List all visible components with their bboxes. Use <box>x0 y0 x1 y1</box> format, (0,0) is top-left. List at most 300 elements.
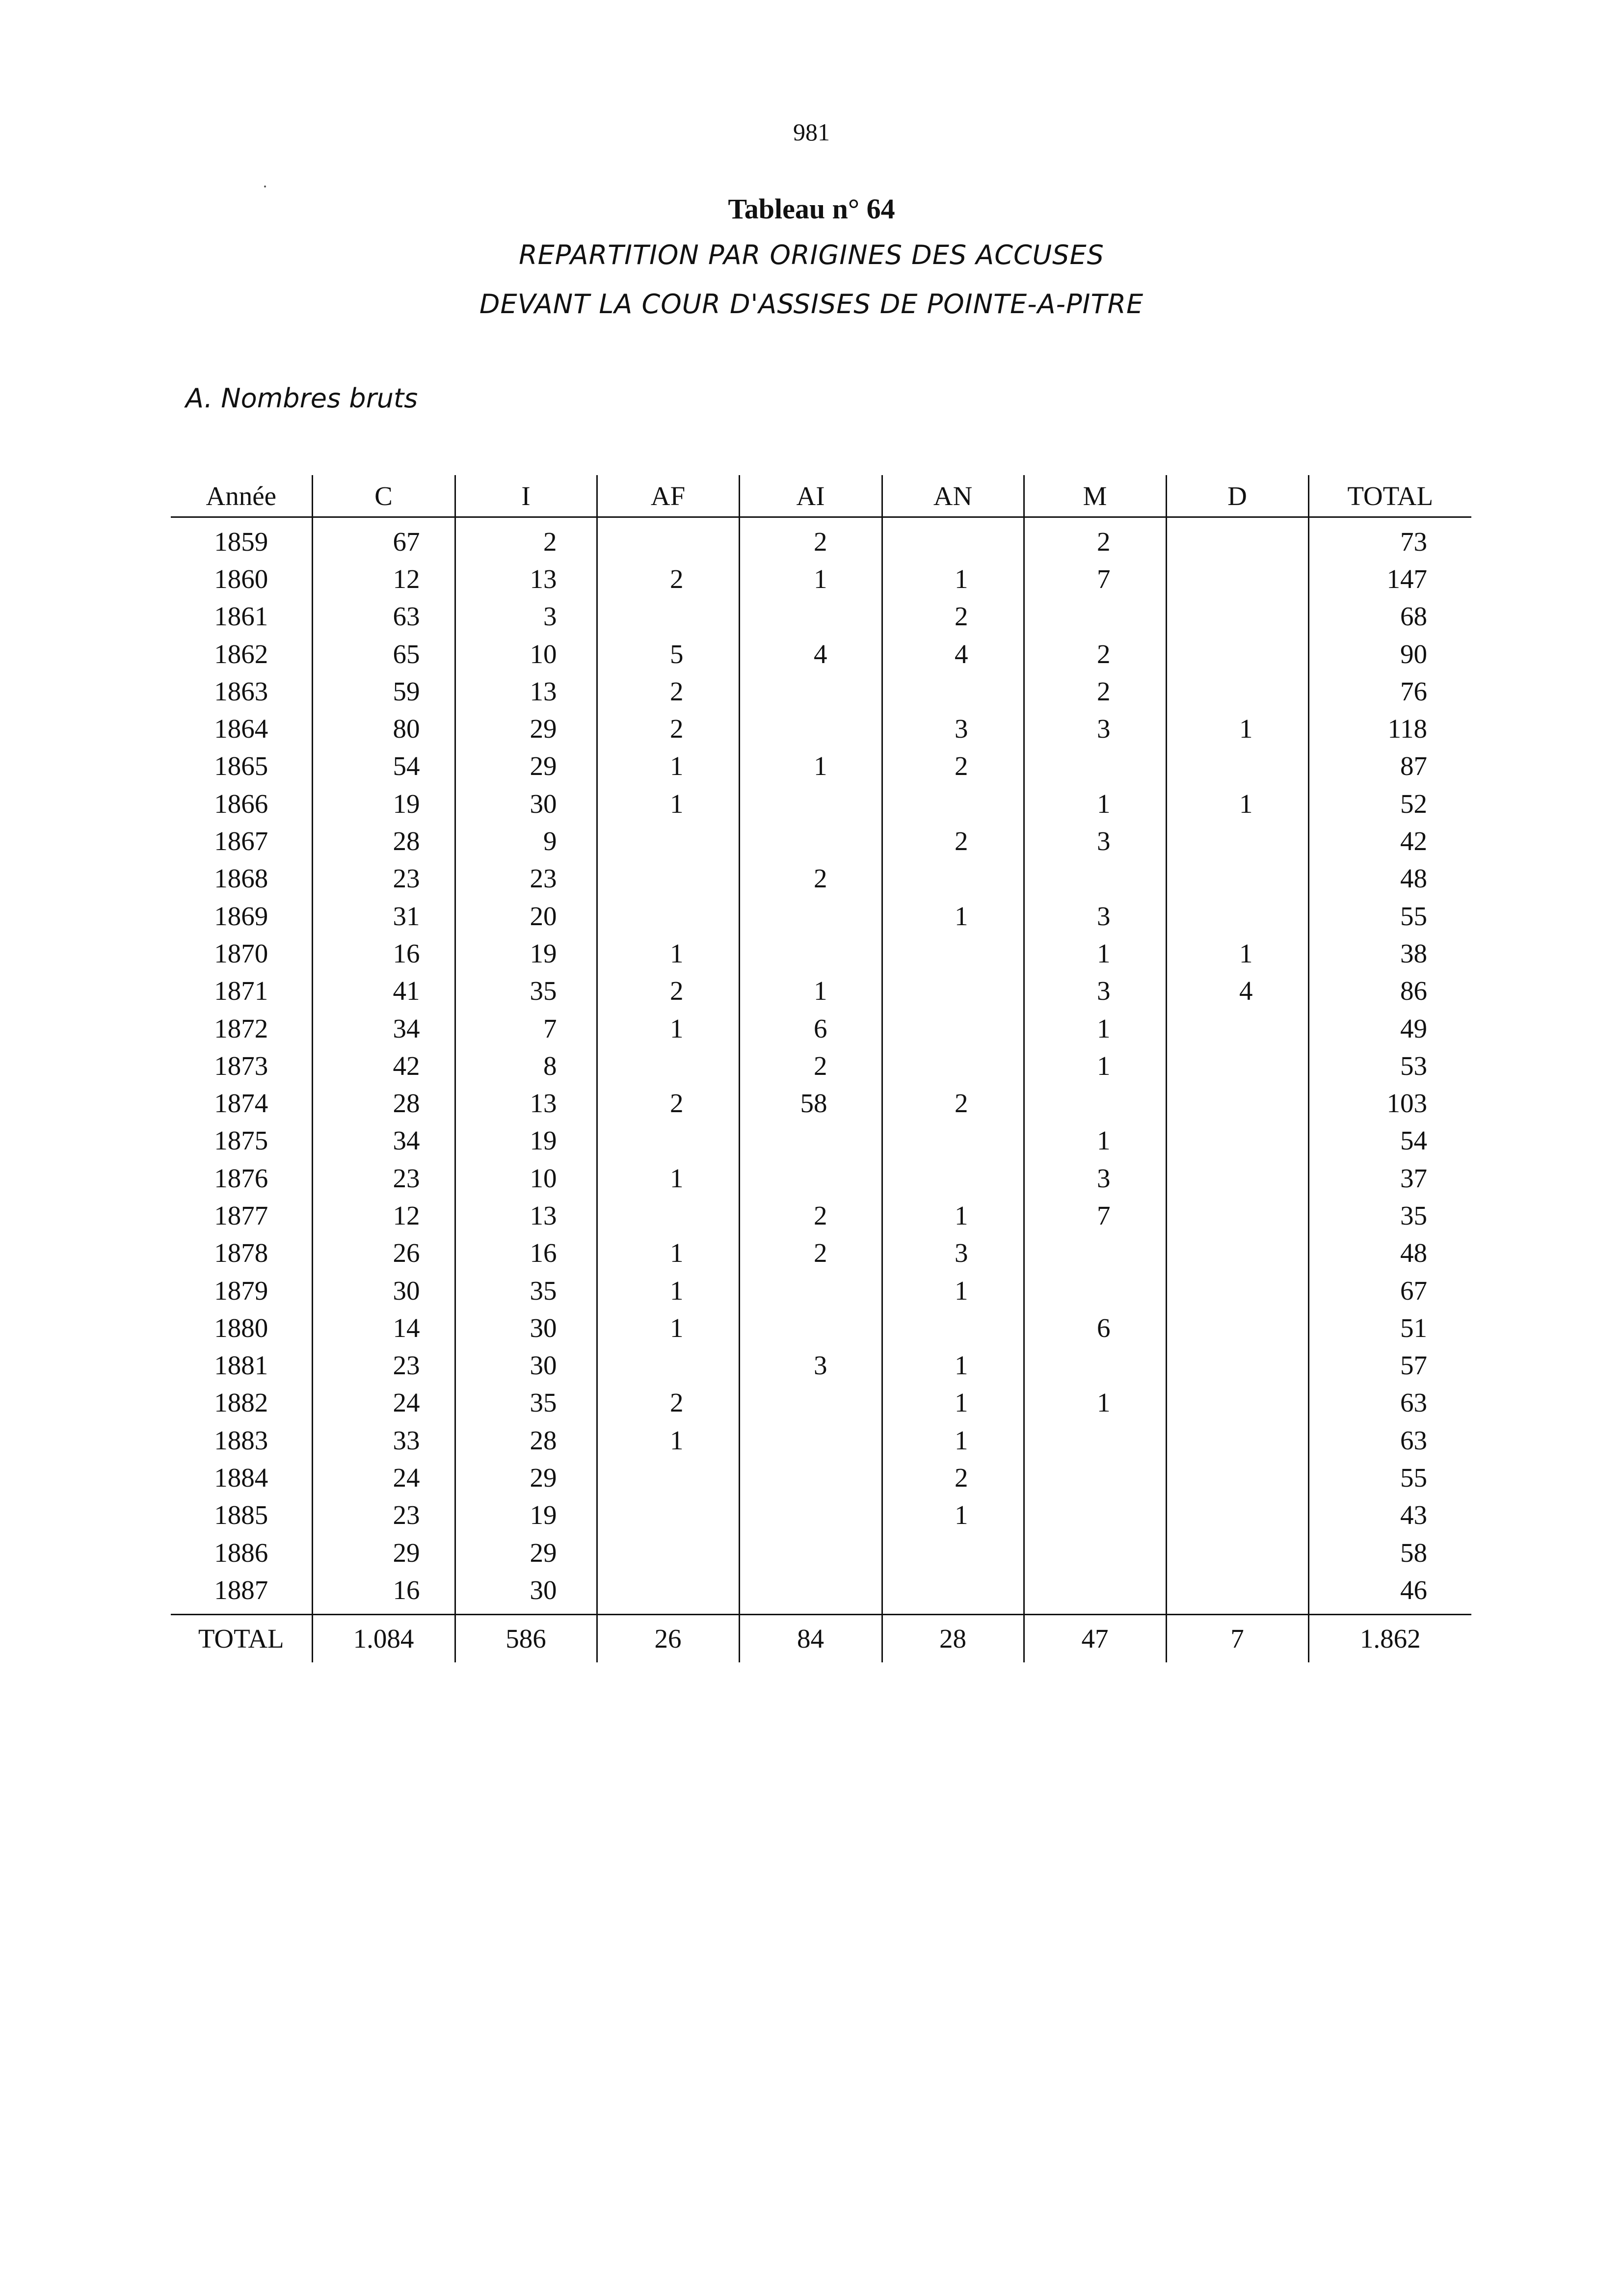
cell-d <box>1166 1384 1308 1421</box>
total-cell-i: 586 <box>455 1614 597 1662</box>
cell-tot: 68 <box>1308 598 1471 635</box>
cell-year: 1875 <box>214 1125 268 1156</box>
cell-tot: 147 <box>1308 560 1471 597</box>
cell-af: 2 <box>597 672 739 710</box>
cell-ai <box>739 1309 882 1346</box>
cell-ai <box>739 1496 882 1534</box>
cell-ai <box>739 1159 882 1197</box>
cell-i: 19 <box>455 934 597 972</box>
table-row <box>171 785 1471 822</box>
cell-d <box>1166 1571 1308 1614</box>
cell-ai <box>739 1384 882 1421</box>
cell-an: 1 <box>882 560 1024 597</box>
cell-ai: 1 <box>739 560 882 597</box>
section-label: A. Nombres bruts <box>186 383 418 414</box>
cell-tot: 46 <box>1308 1571 1471 1614</box>
cell-tot: 52 <box>1308 785 1471 822</box>
header-cell-c: C <box>312 475 455 517</box>
table-row <box>171 710 1471 747</box>
cell-d <box>1166 517 1308 561</box>
cell-tot: 55 <box>1308 897 1471 934</box>
cell-tot: 63 <box>1308 1421 1471 1459</box>
cell-i: 10 <box>455 635 597 672</box>
cell-i: 19 <box>455 1122 597 1159</box>
cell-af <box>597 1197 739 1234</box>
cell-an: 2 <box>882 598 1024 635</box>
cell-d <box>1166 1122 1308 1159</box>
cell-m: 3 <box>1024 710 1166 747</box>
cell-year: 1866 <box>214 788 268 819</box>
cell-d <box>1166 1234 1308 1272</box>
cell-tot: 118 <box>1308 710 1471 747</box>
cell-ai: 3 <box>739 1347 882 1384</box>
cell-m: 1 <box>1024 1047 1166 1084</box>
cell-tot: 103 <box>1308 1084 1471 1121</box>
cell-af <box>597 1047 739 1084</box>
cell-c: 23 <box>312 1159 455 1197</box>
table-row <box>171 1534 1471 1571</box>
table-row <box>171 1234 1471 1272</box>
cell-c: 65 <box>312 635 455 672</box>
cell-an: 1 <box>882 1496 1024 1534</box>
cell-af: 2 <box>597 560 739 597</box>
cell-af <box>597 1459 739 1496</box>
cell-ai <box>739 934 882 972</box>
cell-m <box>1024 1459 1166 1496</box>
table-subtitle-line-1: REPARTITION PAR ORIGINES DES ACCUSES <box>519 240 1104 270</box>
cell-m: 7 <box>1024 1197 1166 1234</box>
total-cell-m: 47 <box>1024 1614 1166 1662</box>
cell-ai <box>739 1122 882 1159</box>
cell-d <box>1166 1309 1308 1346</box>
cell-tot: 35 <box>1308 1197 1471 1234</box>
total-label-cell: TOTAL <box>171 1614 312 1662</box>
cell-year: 1876 <box>214 1163 268 1193</box>
cell-an: 3 <box>882 710 1024 747</box>
cell-year: 1870 <box>214 938 268 968</box>
cell-tot: 67 <box>1308 1272 1471 1309</box>
cell-an <box>882 785 1024 822</box>
header-cell-af: AF <box>597 475 739 517</box>
cell-c: 16 <box>312 1571 455 1614</box>
cell-i: 2 <box>455 517 597 561</box>
table-row <box>171 1571 1471 1614</box>
page-number: 981 <box>793 118 830 146</box>
cell-i: 29 <box>455 748 597 785</box>
table-row <box>171 1496 1471 1534</box>
cell-year: 1880 <box>214 1312 268 1343</box>
cell-i: 3 <box>455 598 597 635</box>
cell-m <box>1024 598 1166 635</box>
cell-m <box>1024 1421 1166 1459</box>
cell-year: 1874 <box>214 1088 268 1119</box>
cell-m: 1 <box>1024 934 1166 972</box>
cell-an <box>882 1534 1024 1571</box>
cell-tot: 42 <box>1308 822 1471 859</box>
cell-i: 13 <box>455 1084 597 1121</box>
table-row <box>171 1122 1471 1159</box>
cell-d: 4 <box>1166 972 1308 1010</box>
cell-ai <box>739 1571 882 1614</box>
cell-m: 3 <box>1024 822 1166 859</box>
cell-m <box>1024 1084 1166 1121</box>
cell-i: 23 <box>455 860 597 897</box>
cell-m <box>1024 748 1166 785</box>
total-cell-af: 26 <box>597 1614 739 1662</box>
table-row <box>171 635 1471 672</box>
table-row <box>171 1272 1471 1309</box>
cell-d <box>1166 748 1308 785</box>
cell-ai <box>739 710 882 747</box>
header-cell-an: AN <box>882 475 1024 517</box>
table-row <box>171 972 1471 1010</box>
table-body <box>171 517 1471 1615</box>
cell-c: 42 <box>312 1047 455 1084</box>
cell-year: 1868 <box>214 863 268 894</box>
cell-tot: 38 <box>1308 934 1471 972</box>
table-row <box>171 897 1471 934</box>
cell-ai: 58 <box>739 1084 882 1121</box>
cell-c: 54 <box>312 748 455 785</box>
cell-d <box>1166 1272 1308 1309</box>
cell-m <box>1024 860 1166 897</box>
cell-i: 29 <box>455 710 597 747</box>
cell-m: 1 <box>1024 785 1166 822</box>
cell-c: 23 <box>312 1347 455 1384</box>
cell-af <box>597 897 739 934</box>
cell-an: 1 <box>882 1272 1024 1309</box>
table-row <box>171 1421 1471 1459</box>
cell-i: 29 <box>455 1459 597 1496</box>
cell-d: 1 <box>1166 710 1308 747</box>
cell-c: 19 <box>312 785 455 822</box>
cell-m: 6 <box>1024 1309 1166 1346</box>
cell-c: 26 <box>312 1234 455 1272</box>
cell-af <box>597 860 739 897</box>
cell-m: 1 <box>1024 1384 1166 1421</box>
cell-tot: 63 <box>1308 1384 1471 1421</box>
cell-year: 1861 <box>214 601 268 632</box>
header-cell-m: M <box>1024 475 1166 517</box>
cell-year: 1862 <box>214 639 268 669</box>
cell-ai: 2 <box>739 1197 882 1234</box>
cell-d: 1 <box>1166 934 1308 972</box>
cell-d <box>1166 1459 1308 1496</box>
cell-ai: 1 <box>739 748 882 785</box>
cell-d <box>1166 1159 1308 1197</box>
cell-af: 2 <box>597 710 739 747</box>
cell-m <box>1024 1496 1166 1534</box>
origins-table <box>171 475 1471 1662</box>
cell-c: 67 <box>312 517 455 561</box>
cell-i: 10 <box>455 1159 597 1197</box>
cell-c: 41 <box>312 972 455 1010</box>
cell-m: 7 <box>1024 560 1166 597</box>
cell-ai <box>739 1421 882 1459</box>
cell-an <box>882 934 1024 972</box>
cell-tot: 49 <box>1308 1010 1471 1047</box>
cell-af <box>597 1571 739 1614</box>
cell-i: 20 <box>455 897 597 934</box>
cell-i: 35 <box>455 972 597 1010</box>
cell-af: 1 <box>597 1309 739 1346</box>
cell-tot: 37 <box>1308 1159 1471 1197</box>
cell-d <box>1166 860 1308 897</box>
cell-d: 1 <box>1166 785 1308 822</box>
header-cell-annee: Année <box>171 475 312 517</box>
table-row <box>171 1010 1471 1047</box>
cell-ai: 2 <box>739 1234 882 1272</box>
cell-af: 5 <box>597 635 739 672</box>
cell-ai <box>739 1272 882 1309</box>
total-row <box>171 1614 1471 1662</box>
cell-year: 1860 <box>214 563 268 594</box>
cell-ai <box>739 1534 882 1571</box>
cell-af: 2 <box>597 1084 739 1121</box>
cell-i: 30 <box>455 785 597 822</box>
cell-af: 1 <box>597 1234 739 1272</box>
header-cell-ai: AI <box>739 475 882 517</box>
cell-i: 35 <box>455 1384 597 1421</box>
cell-c: 34 <box>312 1010 455 1047</box>
total-cell-an: 28 <box>882 1614 1024 1662</box>
cell-year: 1872 <box>214 1013 268 1043</box>
cell-year: 1882 <box>214 1388 268 1418</box>
cell-tot: 87 <box>1308 748 1471 785</box>
cell-i: 8 <box>455 1047 597 1084</box>
cell-m <box>1024 1571 1166 1614</box>
cell-d <box>1166 897 1308 934</box>
cell-d <box>1166 1347 1308 1384</box>
table-row <box>171 560 1471 597</box>
cell-ai: 2 <box>739 1047 882 1084</box>
cell-year: 1864 <box>214 714 268 744</box>
cell-c: 33 <box>312 1421 455 1459</box>
cell-m: 2 <box>1024 635 1166 672</box>
cell-m: 2 <box>1024 672 1166 710</box>
cell-d <box>1166 635 1308 672</box>
cell-tot: 54 <box>1308 1122 1471 1159</box>
cell-m <box>1024 1534 1166 1571</box>
cell-i: 28 <box>455 1421 597 1459</box>
table-row <box>171 822 1471 859</box>
cell-tot: 90 <box>1308 635 1471 672</box>
cell-m: 1 <box>1024 1010 1166 1047</box>
cell-c: 80 <box>312 710 455 747</box>
cell-i: 30 <box>455 1309 597 1346</box>
cell-i: 30 <box>455 1571 597 1614</box>
cell-ai <box>739 598 882 635</box>
cell-af <box>597 822 739 859</box>
cell-an <box>882 860 1024 897</box>
cell-i: 13 <box>455 1197 597 1234</box>
cell-c: 12 <box>312 1197 455 1234</box>
cell-i: 9 <box>455 822 597 859</box>
cell-year: 1883 <box>214 1425 268 1455</box>
cell-i: 7 <box>455 1010 597 1047</box>
cell-an: 2 <box>882 1084 1024 1121</box>
header-row <box>171 475 1471 517</box>
cell-tot: 73 <box>1308 517 1471 561</box>
cell-c: 28 <box>312 1084 455 1121</box>
header-cell-total: TOTAL <box>1308 475 1471 517</box>
cell-tot: 76 <box>1308 672 1471 710</box>
header-cell-i: I <box>455 475 597 517</box>
table-row <box>171 748 1471 785</box>
cell-an <box>882 972 1024 1010</box>
cell-m: 3 <box>1024 1159 1166 1197</box>
cell-c: 14 <box>312 1309 455 1346</box>
cell-an: 1 <box>882 1197 1024 1234</box>
cell-tot: 86 <box>1308 972 1471 1010</box>
cell-year: 1877 <box>214 1200 268 1230</box>
cell-d <box>1166 1421 1308 1459</box>
table-row <box>171 1159 1471 1197</box>
cell-af <box>597 1347 739 1384</box>
cell-ai <box>739 897 882 934</box>
cell-af: 1 <box>597 785 739 822</box>
cell-i: 29 <box>455 1534 597 1571</box>
table-row <box>171 1197 1471 1234</box>
cell-year: 1867 <box>214 826 268 856</box>
table-row <box>171 672 1471 710</box>
table-row <box>171 1047 1471 1084</box>
cell-i: 19 <box>455 1496 597 1534</box>
cell-an: 1 <box>882 897 1024 934</box>
cell-c: 28 <box>312 822 455 859</box>
table-title: Tableau n° 64 <box>728 193 895 225</box>
cell-i: 13 <box>455 672 597 710</box>
cell-c: 59 <box>312 672 455 710</box>
cell-an: 1 <box>882 1347 1024 1384</box>
cell-year: 1863 <box>214 676 268 706</box>
cell-af <box>597 1496 739 1534</box>
cell-year: 1878 <box>214 1238 268 1268</box>
cell-i: 16 <box>455 1234 597 1272</box>
cell-an: 3 <box>882 1234 1024 1272</box>
cell-tot: 55 <box>1308 1459 1471 1496</box>
cell-af: 1 <box>597 1272 739 1309</box>
scan-speck <box>264 186 266 187</box>
cell-af: 1 <box>597 748 739 785</box>
table-row <box>171 860 1471 897</box>
cell-d <box>1166 1084 1308 1121</box>
cell-d <box>1166 1534 1308 1571</box>
cell-d <box>1166 1197 1308 1234</box>
cell-ai <box>739 822 882 859</box>
cell-c: 23 <box>312 1496 455 1534</box>
table-row <box>171 598 1471 635</box>
cell-m: 2 <box>1024 517 1166 561</box>
cell-year: 1865 <box>214 751 268 781</box>
cell-an: 2 <box>882 822 1024 859</box>
cell-an: 4 <box>882 635 1024 672</box>
cell-tot: 57 <box>1308 1347 1471 1384</box>
table-row <box>171 1309 1471 1346</box>
cell-af: 1 <box>597 1010 739 1047</box>
total-cell-total: 1.862 <box>1308 1614 1471 1662</box>
cell-i: 30 <box>455 1347 597 1384</box>
cell-m: 1 <box>1024 1122 1166 1159</box>
cell-af: 1 <box>597 934 739 972</box>
cell-d <box>1166 1496 1308 1534</box>
cell-m <box>1024 1272 1166 1309</box>
cell-c: 23 <box>312 860 455 897</box>
cell-an <box>882 1571 1024 1614</box>
table-row <box>171 1084 1471 1121</box>
cell-an <box>882 1309 1024 1346</box>
cell-an <box>882 1122 1024 1159</box>
cell-af: 1 <box>597 1421 739 1459</box>
cell-tot: 43 <box>1308 1496 1471 1534</box>
cell-d <box>1166 672 1308 710</box>
cell-c: 34 <box>312 1122 455 1159</box>
cell-an <box>882 672 1024 710</box>
total-cell-ai: 84 <box>739 1614 882 1662</box>
cell-year: 1881 <box>214 1350 268 1381</box>
cell-year: 1871 <box>214 976 268 1006</box>
cell-m: 3 <box>1024 897 1166 934</box>
cell-year: 1885 <box>214 1500 268 1530</box>
cell-an: 2 <box>882 748 1024 785</box>
cell-ai: 1 <box>739 972 882 1010</box>
cell-d <box>1166 560 1308 597</box>
table-row <box>171 1459 1471 1496</box>
cell-ai: 6 <box>739 1010 882 1047</box>
cell-tot: 58 <box>1308 1534 1471 1571</box>
cell-c: 30 <box>312 1272 455 1309</box>
table-row <box>171 517 1471 561</box>
table-row <box>171 934 1471 972</box>
cell-af <box>597 1122 739 1159</box>
cell-year: 1884 <box>214 1463 268 1493</box>
cell-year: 1886 <box>214 1537 268 1568</box>
table-subtitle-line-2: DEVANT LA COUR D'ASSISES DE POINTE-A-PITRE <box>479 289 1144 320</box>
cell-year: 1859 <box>214 526 268 557</box>
table-row <box>171 1347 1471 1384</box>
cell-m <box>1024 1347 1166 1384</box>
cell-d <box>1166 1047 1308 1084</box>
cell-af: 2 <box>597 972 739 1010</box>
total-cell-d: 7 <box>1166 1614 1308 1662</box>
cell-c: 31 <box>312 897 455 934</box>
cell-c: 24 <box>312 1384 455 1421</box>
cell-tot: 53 <box>1308 1047 1471 1084</box>
cell-m: 3 <box>1024 972 1166 1010</box>
cell-d <box>1166 1010 1308 1047</box>
cell-af <box>597 1534 739 1571</box>
cell-i: 35 <box>455 1272 597 1309</box>
cell-tot: 51 <box>1308 1309 1471 1346</box>
cell-c: 29 <box>312 1534 455 1571</box>
cell-an: 1 <box>882 1421 1024 1459</box>
cell-an: 2 <box>882 1459 1024 1496</box>
cell-ai: 2 <box>739 517 882 561</box>
cell-ai: 2 <box>739 860 882 897</box>
cell-an <box>882 517 1024 561</box>
cell-year: 1869 <box>214 901 268 931</box>
cell-c: 12 <box>312 560 455 597</box>
cell-an <box>882 1047 1024 1084</box>
cell-i: 13 <box>455 560 597 597</box>
cell-year: 1887 <box>214 1575 268 1605</box>
cell-af: 1 <box>597 1159 739 1197</box>
table-row <box>171 1384 1471 1421</box>
cell-af <box>597 598 739 635</box>
total-cell-c: 1.084 <box>312 1614 455 1662</box>
cell-c: 16 <box>312 934 455 972</box>
cell-ai <box>739 1459 882 1496</box>
